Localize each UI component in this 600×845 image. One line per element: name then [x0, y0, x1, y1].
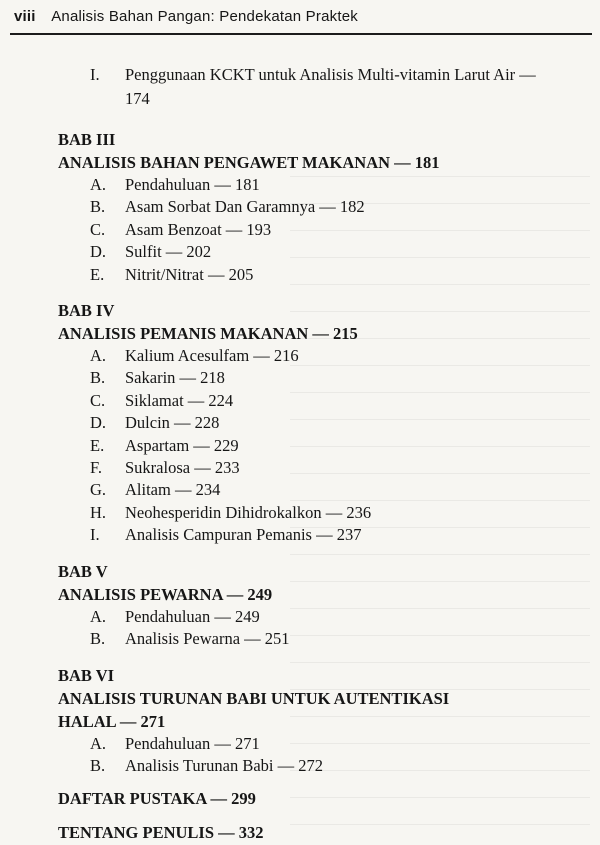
entry-letter: B. [90, 755, 106, 775]
entry-text: Kalium Acesulfam — 216 [125, 346, 299, 366]
entry-text: Alitam — 234 [125, 480, 221, 500]
entry-text: Pendahuluan — 181 [125, 175, 260, 194]
entry-letter: D. [90, 413, 107, 433]
entry-text: Neohesperidin Dihidrokalkon — 236 [125, 502, 372, 522]
toc-entry [0, 390, 540, 412]
back-matter-daftar-pustaka: DAFTAR PUSTAKA — 299 [58, 789, 256, 809]
book-title: Analisis Bahan Pangan: Pendekatan Praktek [51, 8, 358, 25]
toc-entry [0, 63, 540, 111]
entry-letter: F. [90, 458, 102, 478]
entry-letter: A. [90, 733, 107, 753]
entry-letter: D. [90, 242, 107, 262]
toc-entry [0, 174, 540, 196]
entry-letter: B. [90, 197, 106, 217]
toc-entry [0, 502, 540, 524]
toc-entry [0, 264, 540, 286]
toc-entry [0, 219, 540, 241]
chapter-heading [0, 561, 600, 606]
chapter-heading [0, 665, 600, 733]
entry-text: Sulfit — 202 [125, 242, 212, 262]
chapter-number: BAB VI [58, 665, 115, 685]
toc-entry [0, 524, 540, 546]
entry-letter: E. [90, 264, 105, 284]
running-header [14, 8, 580, 25]
entry-letter: A. [90, 346, 107, 366]
toc-entry [0, 345, 540, 367]
entry-letter: I. [90, 65, 100, 84]
toc-entry [0, 412, 540, 434]
chapter-title: ANALISIS TURUNAN BABI UNTUK AUTENTIKASI HALAL — 271 [58, 688, 450, 731]
entry-text: Dulcin — 228 [125, 413, 220, 433]
toc-entry [0, 435, 540, 457]
chapter-number: BAB IV [58, 301, 115, 321]
page-number: viii [14, 8, 36, 25]
toc-entry [0, 628, 540, 650]
chapter-number: BAB V [58, 561, 108, 581]
table-of-contents [0, 63, 600, 845]
entry-text: Asam Sorbat Dan Garamnya — 182 [125, 197, 365, 217]
entry-text: Analisis Pewarna — 251 [125, 629, 290, 649]
toc-entry [0, 241, 540, 263]
chapter-title: ANALISIS PEMANIS MAKANAN — 215 [58, 324, 358, 344]
entry-letter: A. [90, 175, 107, 194]
back-matter-tentang-penulis: TENTANG PENULIS — 332 [58, 823, 264, 843]
entry-letter: I. [90, 525, 100, 545]
entry-letter: B. [90, 368, 106, 388]
entry-text: Analisis Turunan Babi — 272 [125, 755, 324, 775]
entry-text: Asam Benzoat — 193 [125, 219, 272, 239]
entry-text: Sukralosa — 233 [125, 458, 240, 478]
entry-text: Aspartam — 229 [125, 435, 239, 455]
entry-letter: E. [90, 435, 105, 455]
chapter-title: ANALISIS BAHAN PENGAWET MAKANAN — 181 [58, 153, 440, 172]
toc-entry [0, 733, 540, 755]
entry-letter: C. [90, 390, 106, 410]
entry-letter: B. [90, 629, 106, 649]
entry-text: Penggunaan KCKT untuk Analisis Multi-vitamin Larut Air — 174 [125, 65, 536, 108]
chapter-heading [0, 300, 600, 345]
entry-text: Siklamat — 224 [125, 390, 234, 410]
toc-entry [0, 457, 540, 479]
chapter-number: BAB III [58, 130, 116, 149]
header-rule [10, 33, 592, 35]
entry-text: Sakarin — 218 [125, 368, 225, 388]
entry-text: Nitrit/Nitrat — 205 [125, 264, 254, 284]
entry-letter: C. [90, 219, 106, 239]
entry-text: Pendahuluan — 271 [125, 733, 260, 753]
toc-entry [0, 606, 540, 628]
toc-entry [0, 196, 540, 218]
chapter-heading [0, 129, 600, 174]
entry-text: Analisis Campuran Pemanis — 237 [125, 525, 362, 545]
entry-letter: G. [90, 480, 107, 500]
chapter-title: ANALISIS PEWARNA — 249 [58, 584, 273, 604]
toc-entry [0, 367, 540, 389]
toc-entry [0, 479, 540, 501]
entry-letter: A. [90, 606, 107, 626]
entry-text: Pendahuluan — 249 [125, 606, 260, 626]
toc-entry [0, 755, 540, 777]
entry-letter: H. [90, 502, 107, 522]
